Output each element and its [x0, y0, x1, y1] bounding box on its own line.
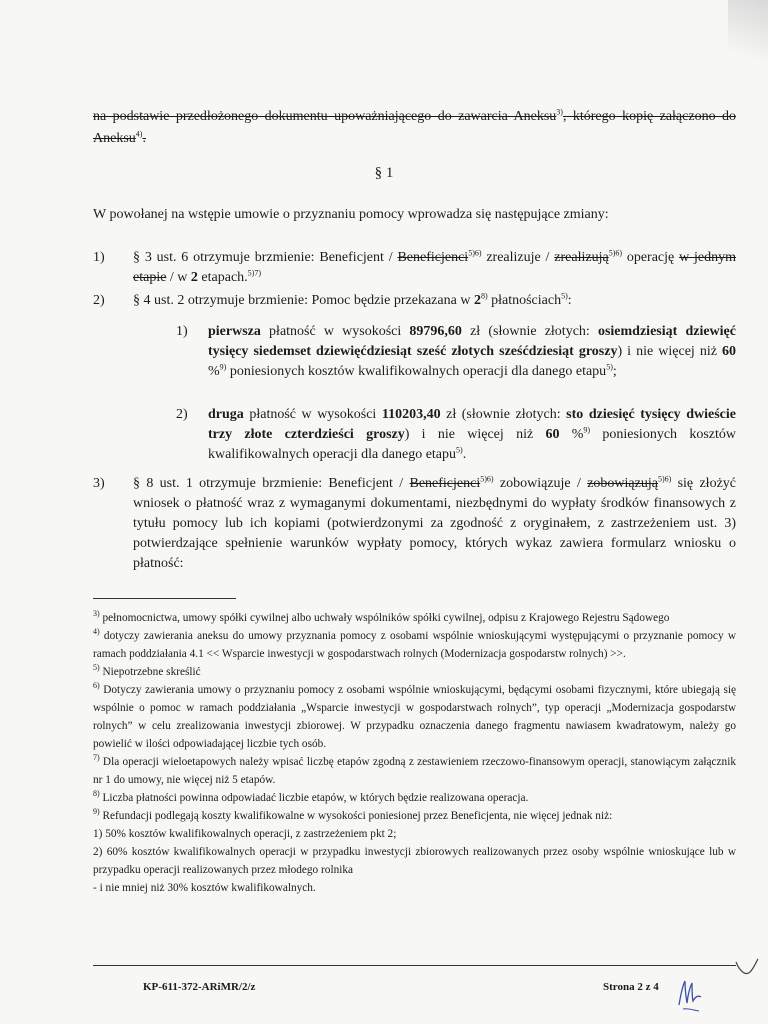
subitem-2: druga płatność w wysokości 110203,40 zł (słownie złotych: sto dziesięć tysięcy dwieście trzy złote czterdzieści groszy) i nie więcej niż 60 %$^{9)}$ poniesionych kosztów kwalifikowalnych operacji dla danego etapu$^{5)}$. — [208, 407, 736, 462]
footer-rule — [93, 965, 736, 966]
item-1: § 3 ust. 6 otrzymuje brzmienie: Beneficjent / Beneficjenci$^{5)6)}$ zrealizuje / zrealizują$^{5)6)}$ operację w jednym etapie / w 2 etapach.$^{5)7)}$ — [133, 248, 737, 285]
footnote-9-point-1: 1) 50% kosztów kwalifikowalnych operacji, z zastrzeżeniem pkt 2; — [93, 828, 397, 840]
signature-icon — [675, 975, 705, 1015]
item-2: § 4 ust. 2 otrzymuje brzmienie: Pomoc będzie przekazana w 2$^{8)}$ płatnościach$^{5)}$: — [133, 291, 572, 308]
lead-paragraph: W powołanej na wstępie umowie o przyznaniu pomocy wprowadza się następujące zmiany: — [93, 207, 609, 222]
footnote-8: $^{8)}$ Liczba płatności powinna odpowiadać liczbie etapów, w których będzie realizowana operacja. — [93, 789, 529, 804]
footnote-9-point-2: 2) 60% kosztów kwalifikowalnych operacji w przypadku inwestycji zbiorowych realizowanych przez osoby wspólnie wnioskujące lub w przypadku operacji realizowanych przez młodego rolnika — [93, 846, 736, 876]
footnote-7: $^{7)}$ Dla operacji wieloetapowych należy wpisać liczbę etapów zgodną z zestawieniem rzeczowo-finansowym operacji, stanowiącym załącznik nr 1 do umowy, nie więcej niż 5 etapów. — [93, 753, 736, 786]
page-number: Strona 2 z 4 — [603, 981, 659, 993]
document-code: KP-611-372-ARiMR/2/z — [143, 981, 256, 993]
footnote-6: $^{6)}$ Dotyczy zawierania umowy o przyznaniu pomocy z osobami wspólnie wnioskującymi, będącymi osobami fizycznymi, które ubiegają się wspólnie o pomoc w ramach poddziałania „Wsparcie inwestycji w gospodarstwach rolnych”, typ operacji „Modernizacja gospodarstw rolnych” w celu zrealizowania inwestycji zbiorowej. W przypadku oznaczenia danego fragmentu nawiasem kwadratowym, należy go powielić w ilości odpowiadającej liczbie tych osób. — [93, 681, 736, 750]
footnote-4: $^{4)}$ dotyczy zawierania aneksu do umowy przyznania pomocy z osobami wspólnie wnioskującymi występującymi o przyznanie pomocy w ramach poddziałania 4.1 << Wsparcie inwestycji w gospodarstwach rolnych (Modernizacja gospodarstw rolnych) >>. — [93, 627, 736, 660]
subitem-1: pierwsza płatność w wysokości 89796,60 zł (słownie złotych: osiemdziesiąt dziewięć tysięcy siedemset dziewięćdziesiąt sześć złotych sześćdziesiąt groszy) i nie więcej niż 60 %$^{9)}$ poniesionych kosztów kwalifikowalnych operacji dla danego etapu$^{5)}$; — [208, 324, 737, 379]
subitem-2-number: 2) — [176, 407, 188, 422]
intro-struck-paragraph: na podstawie przedłożonego dokumentu upoważniającego do zawarcia Aneksu$^{3)}$, którego kopię załączono do Aneksu$^{4)}$. — [93, 107, 736, 146]
footnote-separator — [93, 598, 236, 599]
item-3: § 8 ust. 1 otrzymuje brzmienie: Beneficjent / Beneficjenci$^{5)6)}$ zobowiązuje / zobowiązują$^{5)6)}$ się złożyć wniosek o płatność wraz z wymaganymi dokumentami, niezbędnymi do wypłaty środków finansowych z tytułu pomocy lub ich kopiami (potwierdzonymi za zgodność z oryginałem, z zastrzeżeniem ust. 3) potwierdzające spełnienie warunków wypłaty pomocy, których wykaz zawiera formularz wniosku o płatność: — [133, 474, 737, 571]
section-heading: § 1 — [374, 165, 394, 181]
subitem-1-number: 1) — [176, 324, 188, 339]
item-1-number: 1) — [93, 250, 105, 265]
footnote-9: $^{9)}$ Refundacji podlegają koszty kwalifikowalne w wysokości poniesionej przez Beneficjenta, nie więcej jednak niż: — [93, 807, 613, 822]
item-2-number: 2) — [93, 293, 105, 308]
footnotes — [93, 609, 736, 897]
footnote-5: $^{5)}$ Niepotrzebne skreślić — [93, 663, 201, 678]
page-edge-shadow — [728, 0, 768, 80]
footnote-3: $^{3)}$ pełnomocnictwa, umowy spółki cywilnej albo uchwały wspólników spółki cywilnej, odpisu z Krajowego Rejestru Sądowego — [93, 609, 670, 624]
item-3-number: 3) — [93, 476, 105, 491]
footnote-9-tail: - i nie mniej niż 30% kosztów kwalifikowalnych. — [93, 882, 316, 894]
page-curl-icon — [734, 956, 760, 980]
